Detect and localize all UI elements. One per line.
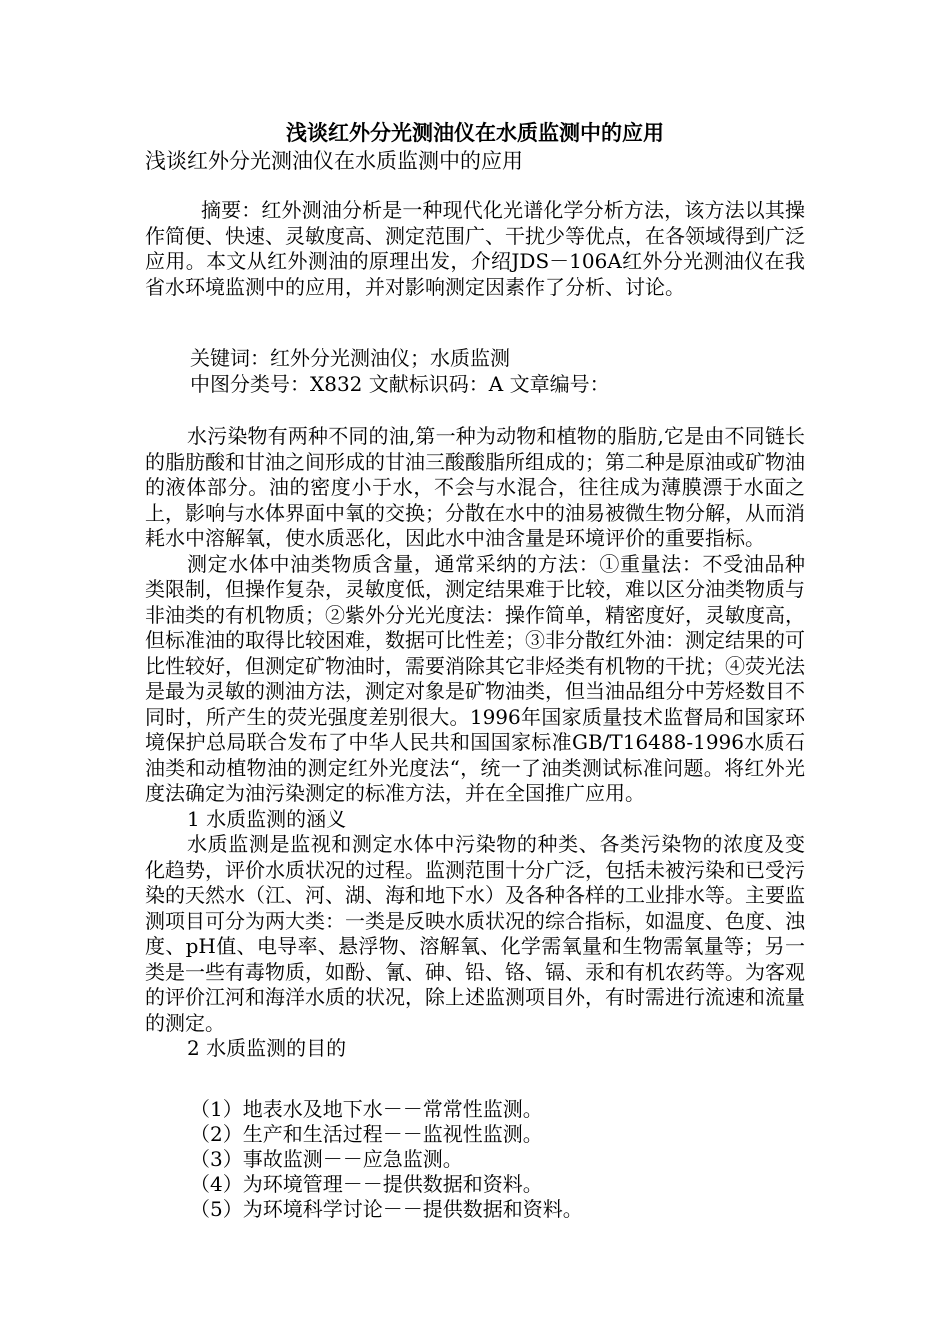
document-subtitle: 浅谈红外分光测油仪在水质监测中的应用 [145, 149, 523, 173]
list-item: （2）生产和生活过程－－监视性监测。 [190, 1122, 543, 1146]
section-heading-2: 2 水质监测的目的 [187, 1036, 347, 1060]
list-item: （5）为环境科学讨论－－提供数据和资料。 [190, 1197, 583, 1221]
classification-line: 中图分类号：X832 文献标识码：A 文章编号： [190, 372, 610, 396]
document-title: 浅谈红外分光测油仪在水质监测中的应用 [286, 121, 664, 145]
body-paragraph-1: 水污染物有两种不同的油,第一种为动物和植物的脂肪,它是由不同链长的脂肪酸和甘油之间形成的甘油三酸酸脂所组成的；第二种是原油或矿物油的液体部分。油的密度小于水，不会与水混合，往往成为薄膜漂于水面之上，影响与水体界面中氧的交换；分散在水中的油易被微生物分解，从而消耗水中溶解氧，使水质恶化，因此水中油含量是环境评价的重要指标。 [145, 424, 805, 550]
list-item: （4）为环境管理－－提供数据和资料。 [190, 1172, 543, 1196]
body-paragraph-3: 水质监测是监视和测定水体中污染物的种类、各类污染物的浓度及变化趋势，评价水质状况的过程。监测范围十分广泛，包括未被污染和已受污染的天然水（江、河、湖、海和地下水）及各种各样的工业排水等。主要监测项目可分为两大类：一类是反映水质状况的综合指标，如温度、色度、浊度、pH值、电导率、悬浮物、溶解氧、化学需氧量和生物需氧量等；另一类是一些有毒物质，如酚、氰、砷、铅、铬、镉、汞和有机农药等。为客观的评价江河和海洋水质的状况，除上述监测项目外，有时需进行流速和流量的测定。 [145, 832, 805, 1035]
abstract-paragraph: 摘要：红外测油分析是一种现代化光谱化学分析方法，该方法以其操作简便、快速、灵敏度高、测定范围广、干扰少等优点，在各领域得到广泛应用。本文从红外测油的原理出发，介绍JDS－106A红外分光测油仪在我省水环境监测中的应用，并对影响测定因素作了分析、讨论。 [145, 198, 805, 299]
keywords-line: 关键词：红外分光测油仪；水质监测 [190, 346, 510, 370]
body-block [145, 424, 805, 1062]
abstract-block [145, 198, 805, 300]
list-item: （3）事故监测－－应急监测。 [190, 1147, 463, 1171]
section-heading-1: 1 水质监测的涵义 [187, 806, 347, 831]
body-paragraph-2: 测定水体中油类物质含量，通常采纳的方法：①重量法：不受油品种类限制，但操作复杂，灵敏度低，测定结果难于比较，难以区分油类物质与非油类的有机物质；②紫外分光光度法：操作简单，精密度好，灵敏度高，但标准油的取得比较困难，数据可比性差；③非分散红外油：测定结果的可比性较好，但测定矿物油时，需要消除其它非烃类有机物的干扰；④荧光法是最为灵敏的测油方法，测定对象是矿物油类，但当油品组分中芳烃数目不同时，所产生的荧光强度差别很大。1996年国家质量技术监督局和国家环境保护总局联合发布了中华人民共和国国家标准GB/T16488-1996水质石油类和动植物油的测定红外光度法“，统一了油类测试标准问题。将红外光度法确定为油污染测定的标准方法，并在全国推广应用。 [145, 551, 805, 805]
list-item: （1）地表水及地下水－－常常性监测。 [190, 1097, 543, 1121]
